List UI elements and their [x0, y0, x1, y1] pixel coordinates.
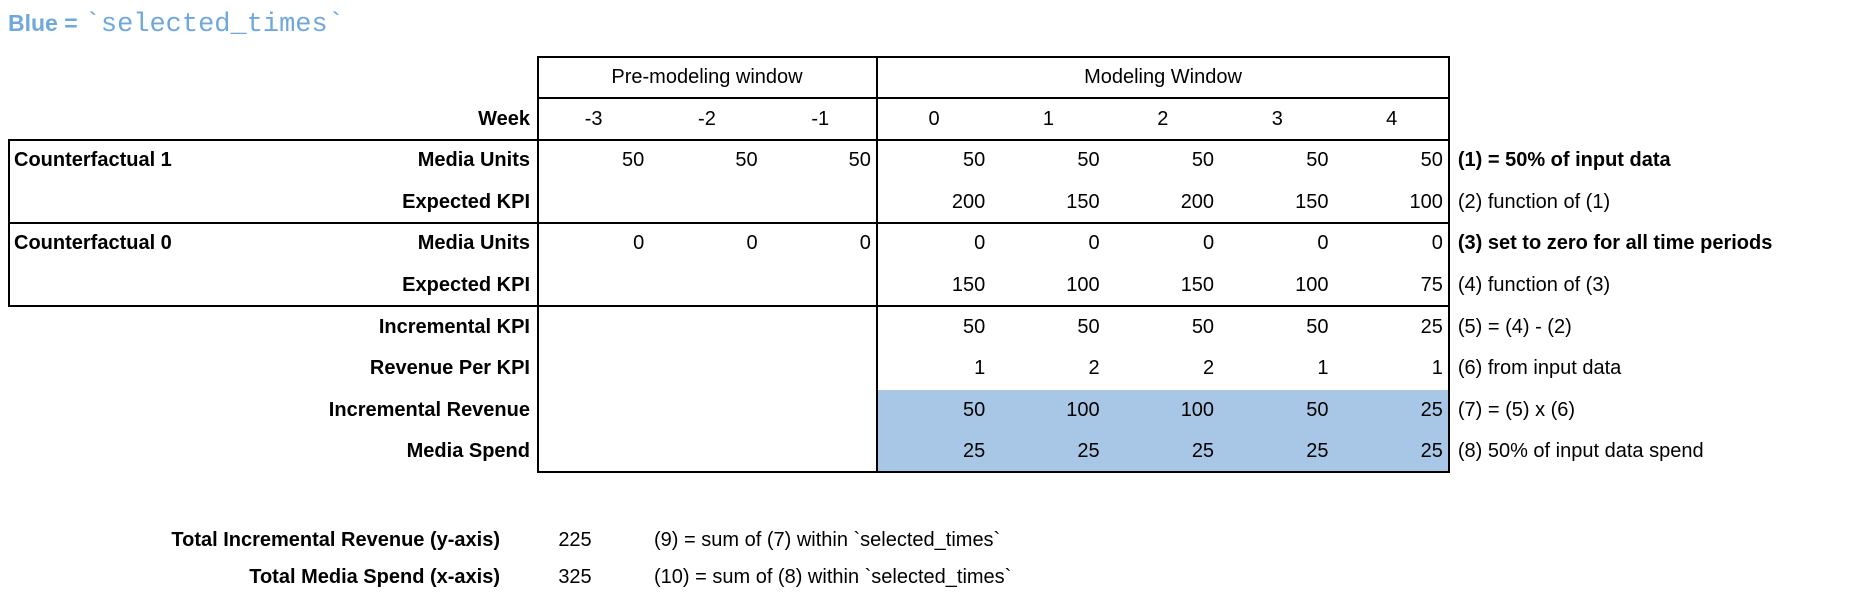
- row-group-label: [8, 182, 288, 224]
- row-annotation: (5) = (4) - (2): [1457, 315, 1572, 338]
- value-cell: 50: [1077, 149, 1100, 172]
- row-group-label: [8, 390, 288, 432]
- value-cell: 0: [859, 232, 871, 255]
- table-row: [8, 140, 1868, 182]
- value-cell: [650, 348, 763, 390]
- legend: [8, 10, 344, 40]
- value-cell: 2: [1202, 357, 1215, 380]
- value-cell: [650, 390, 763, 432]
- week-cell: -3: [584, 107, 603, 130]
- value-cell: 0: [1202, 232, 1215, 255]
- row-label: Incremental KPI: [378, 315, 530, 338]
- value-cell: 1: [1317, 357, 1329, 380]
- value-cell: 50: [1077, 315, 1100, 338]
- window-header-spacer: [8, 57, 537, 99]
- table-row: [8, 431, 1868, 473]
- week-cell: 2: [1157, 107, 1169, 130]
- row-group-label: [8, 265, 288, 307]
- row-group-label: Counterfactual 1: [14, 149, 172, 172]
- row-annotation: (2) function of (1): [1457, 190, 1611, 213]
- row-annotation: (8) 50% of input data spend: [1457, 440, 1704, 463]
- value-cell: 100: [1295, 273, 1329, 296]
- value-cell: 50: [1306, 315, 1329, 338]
- value-cell: 0: [746, 232, 758, 255]
- value-cell: 25: [1420, 440, 1443, 463]
- week-cell: -2: [698, 107, 716, 130]
- value-cell: 0: [1088, 232, 1100, 255]
- value-cell: 0: [1317, 232, 1329, 255]
- pre-modeling-window-header: Pre-modeling window: [611, 66, 803, 88]
- value-cell: 50: [622, 149, 645, 172]
- value-cell: 50: [1306, 149, 1329, 172]
- value-cell: 50: [963, 149, 986, 172]
- window-header-row: [8, 57, 1868, 99]
- value-cell: 50: [963, 315, 986, 338]
- value-cell: 150: [1295, 190, 1329, 213]
- value-cell: 50: [1420, 149, 1443, 172]
- row-label: Expected KPI: [402, 273, 530, 296]
- value-cell: [537, 182, 650, 224]
- value-cell: [650, 307, 763, 349]
- value-cell: 25: [1191, 440, 1215, 463]
- value-cell: 50: [848, 149, 871, 172]
- value-cell: 0: [1431, 232, 1443, 255]
- row-group-label: [8, 348, 288, 390]
- value-cell: 50: [1191, 315, 1215, 338]
- value-cell: [537, 431, 650, 473]
- value-cell: 50: [735, 149, 758, 172]
- row-group-label: Counterfactual 0: [14, 232, 172, 255]
- value-cell: 150: [1066, 190, 1100, 213]
- value-cell: 25: [1420, 315, 1443, 338]
- row-annotation: (4) function of (3): [1457, 273, 1611, 296]
- table-row: [8, 265, 1868, 307]
- table-row: [8, 182, 1868, 224]
- table-rows: [8, 140, 1868, 473]
- total-incremental-revenue-value: 225: [558, 529, 592, 551]
- value-cell: 100: [1066, 398, 1100, 421]
- value-cell: 200: [951, 190, 986, 213]
- row-group-label: [8, 431, 288, 473]
- value-cell: 1: [974, 357, 986, 380]
- value-cell: [764, 431, 877, 473]
- value-cell: 50: [1191, 149, 1215, 172]
- legend-code-selected-times: `selected_times`: [84, 10, 344, 40]
- total-media-spend-annotation: (10) = sum of (8) within `selected_times`: [654, 566, 1012, 588]
- value-cell: [537, 307, 650, 349]
- value-cell: [537, 390, 650, 432]
- value-cell: [764, 390, 877, 432]
- value-cell: 75: [1420, 273, 1443, 296]
- value-cell: 150: [1180, 273, 1215, 296]
- total-media-spend-label: Total Media Spend (x-axis): [249, 566, 500, 588]
- value-cell: 0: [633, 232, 645, 255]
- week-header-row: [8, 99, 1868, 141]
- value-cell: 25: [1306, 440, 1329, 463]
- row-annotation: (1) = 50% of input data: [1457, 149, 1671, 172]
- row-label: Revenue Per KPI: [369, 357, 530, 380]
- week-cell: 1: [1042, 107, 1055, 130]
- row-label: Incremental Revenue: [328, 398, 530, 421]
- value-cell: [537, 265, 650, 307]
- row-label: Media Spend: [406, 440, 530, 463]
- row-label: Expected KPI: [402, 190, 530, 213]
- week-cell: 4: [1386, 107, 1398, 130]
- total-media-spend-value: 325: [558, 566, 592, 588]
- value-cell: [764, 307, 877, 349]
- value-cell: 25: [1077, 440, 1100, 463]
- row-annotation: (7) = (5) x (6): [1457, 398, 1576, 421]
- table-row: [8, 348, 1868, 390]
- value-cell: [650, 431, 763, 473]
- value-cell: [650, 265, 763, 307]
- week-cell: -1: [811, 107, 830, 130]
- value-cell: 100: [1409, 190, 1443, 213]
- row-annotation: (6) from input data: [1457, 357, 1622, 380]
- row-label: Media Units: [417, 232, 530, 255]
- legend-label: Blue =: [8, 10, 78, 36]
- value-cell: [537, 348, 650, 390]
- table-row: [8, 390, 1868, 432]
- value-cell: 1: [1431, 357, 1443, 380]
- total-incremental-revenue-annotation: (9) = sum of (7) within `selected_times`: [654, 529, 1001, 551]
- value-cell: [764, 182, 877, 224]
- value-cell: 50: [1306, 398, 1329, 421]
- value-cell: 50: [963, 398, 986, 421]
- value-cell: 100: [1180, 398, 1215, 421]
- week-cell: 3: [1271, 107, 1283, 130]
- value-cell: 150: [951, 273, 986, 296]
- week-header-label: Week: [478, 107, 530, 130]
- row-label: Media Units: [417, 149, 530, 172]
- counterfactual-table: [8, 57, 1868, 473]
- modeling-window-header: Modeling Window: [1084, 66, 1242, 88]
- table-row: [8, 307, 1868, 349]
- value-cell: [764, 348, 877, 390]
- week-cell: 0: [928, 107, 940, 130]
- value-cell: 100: [1066, 273, 1100, 296]
- row-group-label: [8, 307, 288, 349]
- table-row: [8, 223, 1868, 265]
- value-cell: [650, 182, 763, 224]
- value-cell: 25: [963, 440, 986, 463]
- value-cell: 2: [1088, 357, 1100, 380]
- value-cell: 200: [1180, 190, 1215, 213]
- total-incremental-revenue-label: Total Incremental Revenue (y-axis): [171, 529, 500, 551]
- value-cell: 0: [974, 232, 986, 255]
- row-annotation: (3) set to zero for all time periods: [1457, 232, 1773, 255]
- week-row-spacer: [8, 99, 288, 141]
- value-cell: 25: [1420, 398, 1443, 421]
- value-cell: [764, 265, 877, 307]
